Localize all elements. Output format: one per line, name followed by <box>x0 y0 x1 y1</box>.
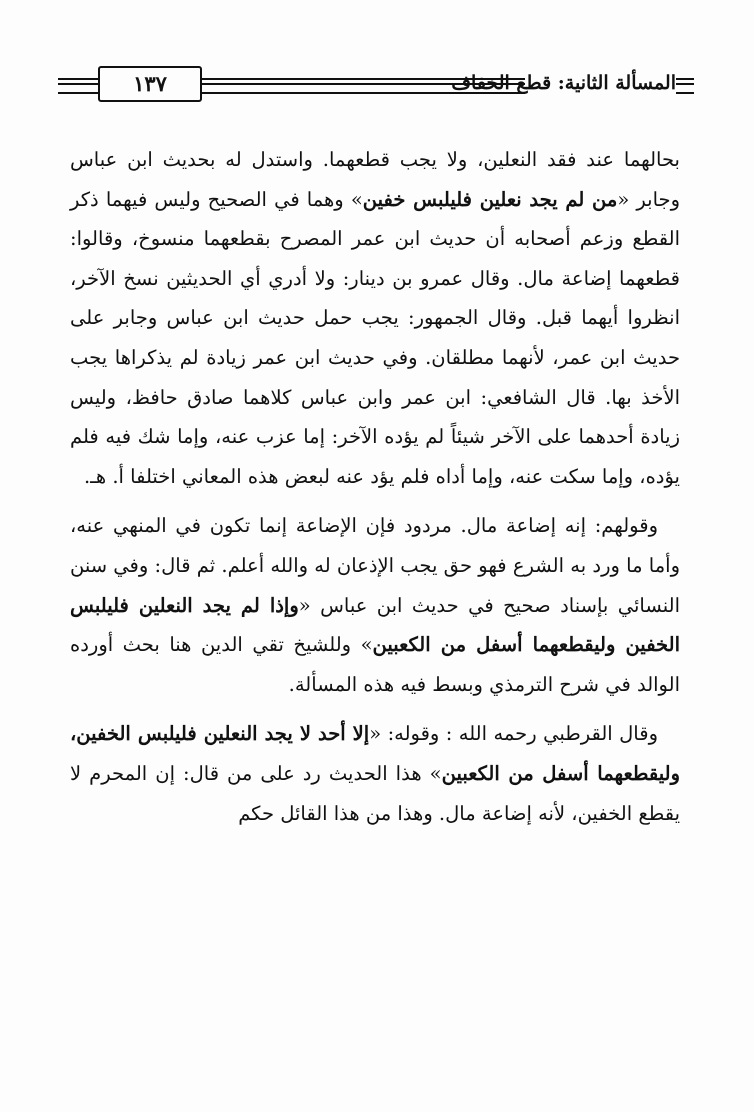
running-title: المسألة الثانية: قطع الخفاف <box>451 72 676 94</box>
paragraph-3 <box>70 714 680 833</box>
paragraph-2-text-b: » وللشيخ تقي الدين هنا بحث أورده الوالد في شرح الترمذي وبسط فيه هذه المسألة. <box>70 633 680 696</box>
body-text <box>70 140 680 833</box>
paragraph-1 <box>70 140 680 496</box>
running-header <box>58 64 694 104</box>
paragraph-3-text-b: » هذا الحديث رد على من قال: إن المحرم لا يقطع الخفين، لأنه إضاعة مال. وهذا من هذا القائل حكم <box>70 761 680 825</box>
paragraph-1-text-a: بحالهما عند فقد النعلين، ولا يجب قطعهما. واستدل له بحديث ابن عباس وجابر « <box>70 148 680 211</box>
paragraph-2 <box>70 506 680 704</box>
page-number: ١٣٧ <box>98 66 202 102</box>
header-rule-right <box>676 78 694 94</box>
paragraph-1-text-b: » وهما في الصحيح وليس فيهما ذكر القطع وزعم أصحابه أن حديث ابن عمر المصرح بقطعهما منسوخ، وقالوا: قطعهما إضاعة مال. وقال عمرو بن دينار: ولا أدري أي الحديثين نسخ الآخر، انظروا أيهما قبل. وقال الجمهور: يجب حمل حديث ابن عباس وجابر على حديث ابن عمر، لأنهما مطلقان. وفي حديث ابن عمر زيادة لم يذكراها يجب الأخذ بها. قال الشافعي: ابن عمر وابن عباس كلاهما صادق حافظ، وليس زيادة أحدهما على الآخر شيئاً لم يؤده الآخر: إما عزب عنه، وإما شك فيه فلم يؤده، وإما سكت عنه، وإما أداه فلم يؤد عنه لبعض هذه المعاني اختلفا أ. هـ. <box>70 187 680 488</box>
hadith-quote-3: إلا أحد لا يجد النعلين فليلبس الخفين، وليقطعهما أسفل من الكعبين <box>70 722 681 785</box>
header-rule-left <box>58 78 98 94</box>
hadith-quote-1: من لم يجد نعلين فليلبس خفين <box>362 187 618 211</box>
paragraph-2-text-a: وقولهم: إنه إضاعة مال. مردود فإن الإضاعة إنما تكون في المنهي عنه، وأما ما ورد به الشرع فهو حق يجب الإذعان له والله أعلم. ثم قال: وفي سنن النسائي بإسناد صحيح في حديث ابن عباس « <box>70 514 680 617</box>
hadith-quote-2: وإذا لم يجد النعلين فليلبس الخفين وليقطعهما أسفل من الكعبين <box>70 593 680 657</box>
paragraph-3-text-a: وقال القرطبي رحمه الله : وقوله: « <box>369 722 658 746</box>
